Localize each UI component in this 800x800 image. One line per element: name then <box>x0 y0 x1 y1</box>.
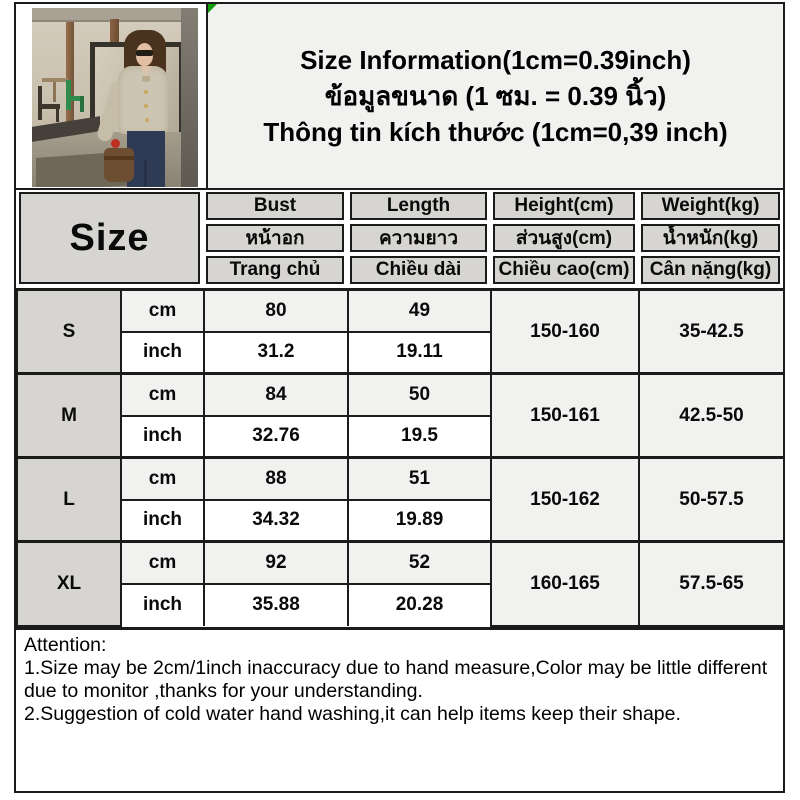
size-l-cell: L <box>17 458 121 542</box>
length-inch-value: 20.28 <box>348 584 491 626</box>
header-bust-th: หน้าอก <box>206 224 344 252</box>
attention-line: 2.Suggestion of cold water hand washing,it can help items keep their shape. <box>24 702 681 725</box>
model-cardigan-vneck <box>140 66 152 76</box>
unit-cell: cm <box>121 374 204 416</box>
length-inch-value: 19.89 <box>348 500 491 542</box>
bust-cm-value: 92 <box>204 542 348 584</box>
model-cardigan-bow <box>142 76 150 82</box>
bust-cm-value: 80 <box>204 290 348 332</box>
product-photo <box>32 8 198 187</box>
header-weight-en: Weight(kg) <box>641 192 780 220</box>
unit-cell: inch <box>121 500 204 542</box>
unit-cell: cm <box>121 542 204 584</box>
title-thai: ข้อมูลขนาด (1 ซม. = 0.39 นิ้ว) <box>324 81 667 111</box>
weight-value: 42.5-50 <box>639 374 784 458</box>
size-s-cell: S <box>17 290 121 374</box>
photo-green-chair <box>66 80 71 110</box>
height-value: 150-160 <box>491 290 639 374</box>
length-inch-value: 19.5 <box>348 416 491 458</box>
photo-green-chair <box>80 96 84 112</box>
top-section <box>16 4 783 188</box>
attention-line: 1.Size may be 2cm/1inch inaccuracy due to hand measure,Color may be little different <box>24 656 768 679</box>
title-box <box>206 4 783 188</box>
table-row <box>17 290 784 332</box>
size-chart-card <box>14 2 785 793</box>
photo-pillar <box>181 8 198 187</box>
header-bust-en: Bust <box>206 192 344 220</box>
model-jeans-seam <box>144 160 147 187</box>
green-corner-flag-icon <box>208 4 217 13</box>
header-length-vi: Chiều dài <box>350 256 487 284</box>
unit-cell: inch <box>121 584 204 626</box>
height-value: 150-161 <box>491 374 639 458</box>
size-data-table <box>16 288 785 627</box>
size-header-cell: Size <box>19 192 200 284</box>
length-cm-value: 51 <box>348 458 491 500</box>
header-weight-vi: Cân nặng(kg) <box>641 256 780 284</box>
weight-value: 35-42.5 <box>639 290 784 374</box>
model-bag-flap <box>104 156 134 160</box>
length-cm-value: 49 <box>348 290 491 332</box>
unit-cell: cm <box>121 458 204 500</box>
bust-inch-value: 32.76 <box>204 416 348 458</box>
attention-note <box>16 627 783 794</box>
bust-cm-value: 84 <box>204 374 348 416</box>
header-bust-vi: Trang chủ <box>206 256 344 284</box>
photo-dark-chair <box>38 86 42 120</box>
length-cm-value: 50 <box>348 374 491 416</box>
height-value: 150-162 <box>491 458 639 542</box>
model-sunglasses <box>136 50 153 56</box>
model-cardigan-button <box>145 118 149 122</box>
height-value: 160-165 <box>491 542 639 626</box>
table-row <box>17 542 784 584</box>
unit-cell: inch <box>121 416 204 458</box>
weight-value: 50-57.5 <box>639 458 784 542</box>
header-height-th: ส่วนสูง(cm) <box>493 224 635 252</box>
weight-value: 57.5-65 <box>639 542 784 626</box>
table-row <box>17 374 784 416</box>
size-m-cell: M <box>17 374 121 458</box>
model-cardigan-button <box>144 90 148 94</box>
attention-heading: Attention: <box>24 633 107 656</box>
model-red-flower <box>111 139 120 148</box>
size-xl-cell: XL <box>17 542 121 626</box>
model-bag <box>104 148 134 182</box>
header-height-en: Height(cm) <box>493 192 635 220</box>
length-inch-value: 19.11 <box>348 332 491 374</box>
table-header <box>16 188 783 288</box>
unit-cell: inch <box>121 332 204 374</box>
header-length-en: Length <box>350 192 487 220</box>
model-cardigan-button <box>144 104 148 108</box>
unit-cell: cm <box>121 290 204 332</box>
bust-cm-value: 88 <box>204 458 348 500</box>
photo-dark-chair <box>56 104 59 122</box>
attention-line: due to monitor ,thanks for your understanding. <box>24 679 423 702</box>
photo-table-leg <box>53 82 56 102</box>
bust-inch-value: 31.2 <box>204 332 348 374</box>
header-weight-th: น้ำหนัก(kg) <box>641 224 780 252</box>
title-english: Size Information(1cm=0.39inch) <box>300 45 691 75</box>
bust-inch-value: 35.88 <box>204 584 348 626</box>
table-row <box>17 458 784 500</box>
bust-inch-value: 34.32 <box>204 500 348 542</box>
length-cm-value: 52 <box>348 542 491 584</box>
photo-area <box>16 4 206 188</box>
header-height-vi: Chiều cao(cm) <box>493 256 635 284</box>
title-vietnamese: Thông tin kích thước (1cm=0,39 inch) <box>263 117 728 147</box>
header-length-th: ความยาว <box>350 224 487 252</box>
